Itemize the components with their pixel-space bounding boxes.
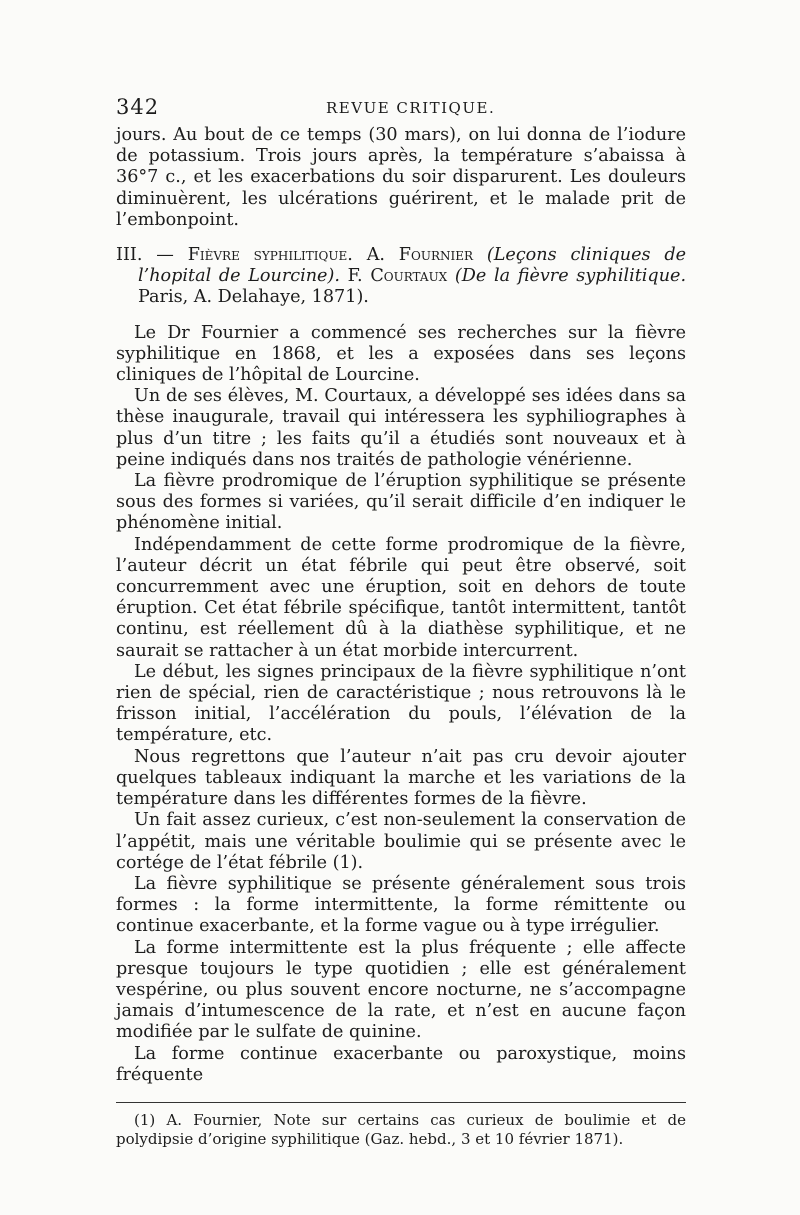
- paragraph-continued: jours. Au bout de ce temps (30 mars), on lui donna de l’iodure de potassium. Trois jours après, la température s’abaissa à 36°7 c., et les exacerbations du soir disparurent. Les douleurs diminuèrent, les ulcérations guérirent, et le malade prit de l’embonpoint.: [116, 125, 686, 230]
- page-header: [116, 95, 686, 125]
- paragraph: La forme intermittente est la plus fréquente ; elle affecte presque toujours le type quotidien ; elle est généralement vespérine, ou plus souvent encore nocturne, ne s’accompagne jamais d’intumescence de la rate, et n’est en aucune façon modifiée par le sulfate de quinine.: [116, 937, 686, 1043]
- paragraph: Indépendamment de cette forme prodromique de la fièvre, l’auteur décrit un état fébrile qui peut être observé, soit concurremment avec une éruption, soit en dehors de toute éruption. Cet état fébrile spécifique, tantôt intermittent, tantôt continu, est réellement dû à la diathèse syphilitique, et ne saurait se rattacher à un état morbide intercurrent.: [116, 534, 686, 661]
- paragraph: Un de ses élèves, M. Courtaux, a développé ses idées dans sa thèse inaugurale, travail qui intéressera les syphiliographes à plus d’un titre ; les faits qu’il a étudiés sont nouveaux et à peine indiqués dans nos traités de pathologie vénérienne.: [116, 386, 686, 470]
- paragraph: La fièvre prodromique de l’éruption syphilitique se présente sous des formes si variées, qu’il serait difficile d’en indiquer le phénomène initial.: [116, 471, 686, 534]
- footnote-divider: [116, 1102, 686, 1103]
- paragraph: Un fait assez curieux, c’est non-seulement la conservation de l’appétit, mais une véritable boulimie qui se présente avec le cortége de l’état fébrile (1).: [116, 810, 686, 873]
- page: [116, 95, 686, 1149]
- reference-author-2: F. Courtaux: [347, 266, 448, 287]
- section-reference: [116, 245, 686, 309]
- running-head: REVUE CRITIQUE.: [326, 99, 496, 117]
- paragraph: Le début, les signes principaux de la fièvre syphilitique n’ont rien de spécial, rien de caractéristique ; nous retrouvons là le frisson initial, l’accélération du pouls, l’élévation de la température, etc.: [116, 661, 686, 746]
- reference-work-2: (De la fièvre syphilitique.: [454, 266, 687, 287]
- section-numeral: III. —: [116, 245, 174, 266]
- reference-work-1: (Leçons cliniques de l’hopital de Lourcine).: [138, 245, 687, 287]
- paragraph: La fièvre syphilitique se présente généralement sous trois formes : la forme intermittente, la forme rémittente ou continue exacerbante, et la forme vague ou à type irrégulier.: [116, 873, 686, 937]
- paragraph: Le Dr Fournier a commencé ses recherches sur la fièvre syphilitique en 1868, et les a exposées dans ses leçons cliniques de l’hôpital de Lourcine.: [116, 322, 686, 386]
- footnote-text: (1) A. Fournier, Note sur certains cas curieux de boulimie et de polydipsie d’origine syphilitique (Gaz. hebd., 3 et 10 février 1871).: [116, 1110, 686, 1148]
- reference-author-1: A. Fournier: [366, 245, 474, 266]
- footnote: [116, 1111, 686, 1149]
- reference-imprint: Paris, A. Delahaye, 1871).: [138, 287, 369, 308]
- paragraph: Nous regrettons que l’auteur n’ait pas cru devoir ajouter quelques tableaux indiquant la marche et les variations de la température dans les différentes formes de la fièvre.: [116, 746, 686, 810]
- body-text: [116, 125, 686, 1086]
- page-number: 342: [116, 95, 160, 119]
- section-title: Fièvre syphilitique.: [187, 245, 353, 266]
- paragraph: La forme continue exacerbante ou paroxystique, moins fréquente: [116, 1043, 686, 1085]
